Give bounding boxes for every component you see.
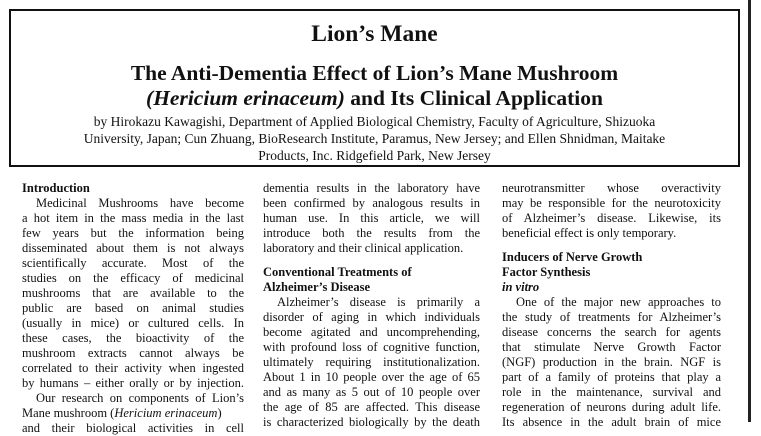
text-line: been confirmed by analogous results in — [263, 196, 480, 210]
text-line: disorder of aging in which individuals — [263, 310, 480, 324]
section-heading-conventional-treatments: Conventional Treatments of — [263, 265, 412, 279]
text-line: studies on the efficacy of medicinal — [22, 271, 244, 285]
text-line: role in the maintenance, survival and — [502, 385, 721, 399]
article-title: Lion’s Mane — [311, 21, 438, 47]
text-line: scientifically accurate. Most of the — [22, 256, 244, 270]
text-line: neurotransmitter whose overactivity — [502, 181, 721, 195]
text-line: of Alzheimer’s disease. Likewise, its — [502, 211, 721, 225]
text-line: disease concerns the search for agents — [502, 325, 721, 339]
text-line: few years but the information being — [22, 226, 244, 240]
species-name: (Hericium erinaceum) — [146, 86, 345, 110]
section-heading-nerve-growth: Inducers of Nerve Growth — [502, 250, 643, 264]
title-box — [9, 9, 740, 167]
section-heading-conventional-treatments-cont: Alzheimer’s Disease — [263, 280, 371, 294]
text-line: human use. In this article, we will — [263, 211, 480, 225]
section-heading-nerve-growth-cont: Factor Synthesis — [502, 265, 591, 279]
text-line: the age of 85 are affected. This disease — [263, 400, 480, 414]
text-line: dementia results in the laboratory have — [263, 181, 480, 195]
column-1 — [22, 181, 244, 436]
subtitle-line2-rest: and Its Clinical Application — [344, 86, 603, 110]
column-3 — [502, 181, 721, 430]
text-line: with profound loss of cognitive function, — [263, 340, 480, 354]
article-subtitle-line2 — [11, 85, 738, 111]
text-line: mushrooms that are available to the — [22, 286, 244, 300]
text-line: laboratory and their clinical application. — [263, 241, 464, 255]
text-line: Our research on components of Lion’s — [36, 391, 244, 405]
text-line: Alzheimer’s disease is primarily a — [277, 295, 480, 309]
article-subtitle-line1: The Anti-Dementia Effect of Lion’s Mane Mushroom — [130, 61, 619, 85]
text-line: by humans – either orally or by injection. — [22, 376, 244, 390]
text-line: these cases, the bioactivity of the — [22, 331, 244, 345]
text-line: ultimately requiring institutionalization. — [263, 355, 480, 369]
author-line: University, Japan; Cun Zhuang, BioResearch Institute, Paramus, New Jersey; and Ellen Shnidman, Maitake — [83, 131, 666, 146]
text-line: and their biological activities in cell — [22, 421, 244, 435]
text-line: One of the major new approaches to — [516, 295, 721, 309]
text-line: Medicinal Mushrooms have become — [36, 196, 244, 210]
text-line: public are based on animal studies — [22, 301, 244, 315]
column-2 — [263, 181, 480, 430]
text-line: that stimulate Nerve Growth Factor — [502, 340, 721, 354]
text-line: Mane mushroom (Hericium erinaceum) — [22, 406, 222, 420]
text-line: the study of treatments for Alzheimer’s — [502, 310, 721, 324]
text-line: (usually in mice) or cultured cells. In — [22, 316, 244, 330]
species-name: Hericium erinaceum — [114, 406, 218, 420]
text-line: regeneration of neurons during adult life. — [502, 400, 721, 414]
text-line: About 1 in 10 people over the age of 65 — [263, 370, 480, 384]
text-line: (NGF) production in the brain. NGF is — [502, 355, 721, 369]
text-line: correlated to their activity when ingested — [22, 361, 244, 375]
text-line: beneficial effect is only temporary. — [502, 226, 677, 240]
text-line: a hot item in the mass media in the last — [22, 211, 244, 225]
page-edge-rule — [748, 0, 751, 422]
author-affiliations — [19, 113, 730, 164]
text-line: introduce both the results from the — [263, 226, 480, 240]
text-line: may be responsible for the neurotoxicity — [502, 196, 721, 210]
text-line: and as many as 5 out of 10 people over — [263, 385, 480, 399]
author-line: by Hirokazu Kawagishi, Department of Applied Biological Chemistry, Faculty of Agriculture, Shizuoka — [93, 114, 656, 129]
section-heading-introduction: Introduction — [22, 181, 90, 195]
text-line: mushroom extracts cannot always be — [22, 346, 244, 360]
text-line: become agitated and uncomprehending, — [263, 325, 480, 339]
author-line: Products, Inc. Ridgefield Park, New Jersey — [258, 148, 491, 163]
subheading-in-vitro: in vitro — [502, 280, 540, 294]
text-line: Its absence in the adult brain of mice — [502, 415, 721, 429]
text-line: disseminated about them is not always — [22, 241, 244, 255]
text-line: part of a family of proteins that play a — [502, 370, 721, 384]
text-line: is characterized biologically by the death — [263, 415, 480, 429]
